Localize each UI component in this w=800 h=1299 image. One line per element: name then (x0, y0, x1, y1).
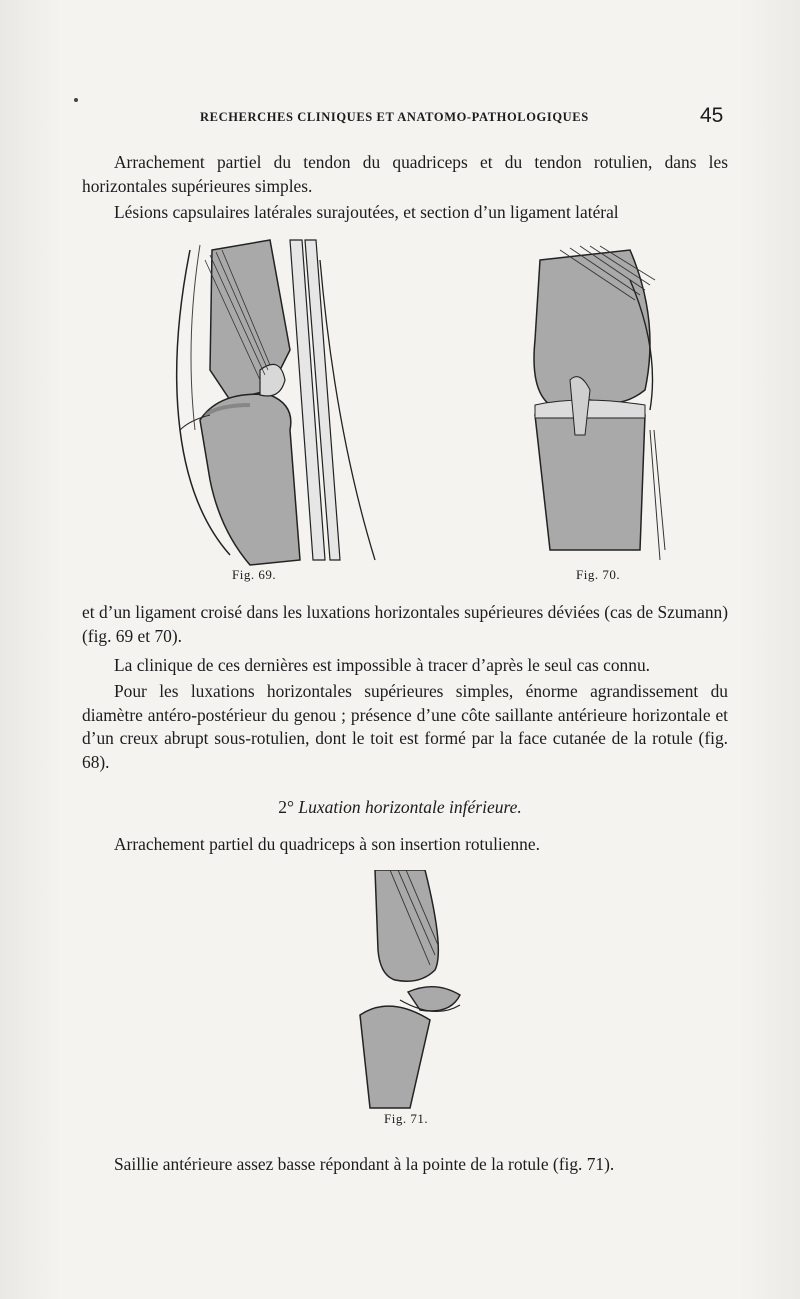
page-speck (74, 98, 78, 102)
paragraph-2: Lésions capsulaires latérales surajoutées, et section d’un ligament latéral (114, 202, 619, 222)
paragraph-3: et d’un ligament croisé dans les luxations horizontales supérieures déviées (cas de Szumann) (fig. 69 et 70). (82, 602, 728, 646)
section-number: 2° (278, 797, 294, 817)
running-header: RECHERCHES CLINIQUES ET ANATOMO-PATHOLOGIQUES (200, 110, 589, 124)
figure-69-caption: Fig. 69. (232, 567, 277, 582)
section-heading (0, 797, 800, 818)
section-title: Luxation horizontale inférieure. (298, 797, 522, 817)
paragraph-4: La clinique de ces dernières est impossible à tracer d’après le seul cas connu. (114, 655, 650, 675)
paragraph-1: Arrachement partiel du tendon du quadriceps et du tendon rotulien, dans les horizontales supérieures simples. (82, 152, 728, 196)
page-number: 45 (700, 104, 724, 127)
figure-70-caption: Fig. 70. (576, 567, 621, 582)
figure-70-knee-frontal (520, 240, 670, 560)
paragraph-6: Arrachement partiel du quadriceps à son insertion rotulienne. (114, 834, 540, 854)
paragraph-7: Saillie antérieure assez basse répondant à la pointe de la rotule (fig. 71). (114, 1154, 615, 1174)
figure-69-knee-section (150, 230, 380, 570)
figure-71-caption: Fig. 71. (384, 1111, 429, 1126)
figure-71-knee-section (350, 870, 470, 1115)
paragraph-5: Pour les luxations horizontales supérieures simples, énorme agrandissement du diamètre antéro-postérieur du genou ; présence d’une côte saillante antérieure horizontale et d’un creux abrupt sous-rotulien, dont le toit est formé par la face cutanée de la rotule (fig. 68). (82, 681, 728, 772)
